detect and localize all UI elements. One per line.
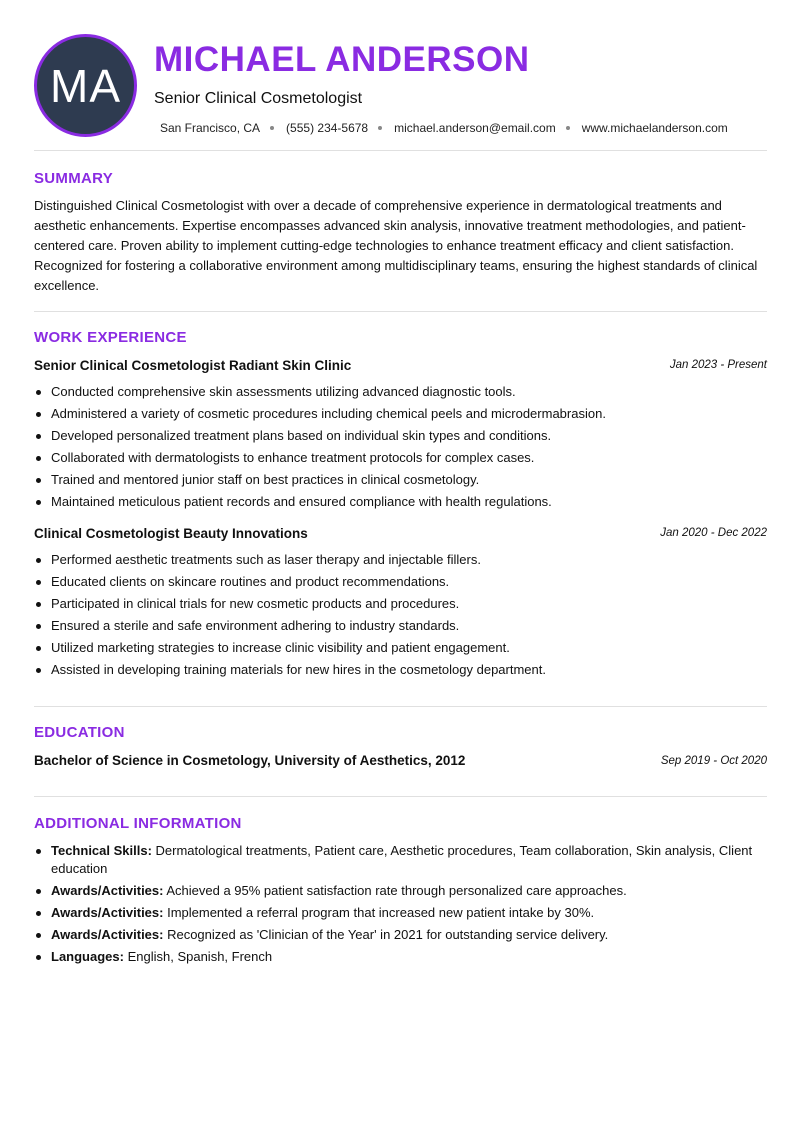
job-dates: Jan 2020 - Dec 2022 [660,527,767,539]
job-title: Senior Clinical Cosmetologist Radiant Skin Clinic [34,358,352,373]
info-label: Awards/Activities: [51,905,164,920]
list-item: Ensured a sterile and safe environment adhering to industry standards. [34,618,769,634]
list-item: Developed personalized treatment plans based on individual skin types and conditions. [34,428,769,444]
list-item: Conducted comprehensive skin assessments utilizing advanced diagnostic tools. [34,384,769,400]
avatar-initials: MA [50,59,121,112]
candidate-name: MICHAEL ANDERSON [154,40,530,79]
info-text: Achieved a 95% patient satisfaction rate through personalized care approaches. [163,883,627,898]
list-item: Collaborated with dermatologists to enhance treatment protocols for complex cases. [34,450,769,466]
list-item: Utilized marketing strategies to increase clinic visibility and patient engagement. [34,640,769,656]
info-text: Dermatological treatments, Patient care, Aesthetic procedures, Team collaboration, Skin analysis, Client education [51,843,753,876]
divider [34,706,767,707]
work-experience-heading: WORK EXPERIENCE [34,329,187,346]
summary-heading: SUMMARY [34,170,114,187]
divider [34,796,767,797]
job-header [34,526,767,544]
job-bullets [34,384,769,516]
list-item [34,882,769,900]
info-label: Technical Skills: [51,843,152,858]
list-item: Educated clients on skincare routines and product recommendations. [34,574,769,590]
divider [34,311,767,312]
job-title: Clinical Cosmetologist Beauty Innovations [34,526,308,541]
separator-dot-icon [566,126,570,130]
list-item: Performed aesthetic treatments such as laser therapy and injectable fillers. [34,552,769,568]
job-dates: Jan 2023 - Present [669,359,767,371]
additional-info-list [34,842,769,970]
contact-location: San Francisco, CA [160,121,261,135]
list-item [34,904,769,922]
separator-dot-icon [378,126,382,130]
separator-dot-icon [270,126,274,130]
info-text: Recognized as 'Clinician of the Year' in 2021 for outstanding service delivery. [163,927,609,942]
candidate-role: Senior Clinical Cosmetologist [154,90,363,107]
list-item [34,926,769,944]
list-item: Participated in clinical trials for new cosmetic products and procedures. [34,596,769,612]
list-item: Trained and mentored junior staff on best practices in clinical cosmetology. [34,472,769,488]
info-label: Languages: [51,949,124,964]
contact-email[interactable]: michael.anderson@email.com [394,121,556,135]
info-label: Awards/Activities: [51,927,164,942]
list-item [34,842,769,878]
info-text: English, Spanish, French [123,949,273,964]
list-item [34,948,769,966]
resume-header [34,34,767,138]
info-label: Awards/Activities: [51,883,164,898]
summary-text: Distinguished Clinical Cosmetologist with over a decade of comprehensive experience in dermatological treatments and aesthetic enhancements. Expertise encompasses advanced skin analysis, innovative treatment methodologies, and patient-centered care. Proven ability to implement cutting-edge technologies to enhance treatment efficacy and client satisfaction. Recognized for fostering a collaborative environment among multidisciplinary teams, ensuring the highest standards of clinical excellence. [34,198,758,293]
list-item: Administered a variety of cosmetic procedures including chemical peels and microdermabrasion. [34,406,769,422]
contact-phone: (555) 234-5678 [286,121,369,135]
info-text: Implemented a referral program that increased new patient intake by 30%. [163,905,595,920]
education-dates: Sep 2019 - Oct 2020 [660,755,767,767]
list-item: Assisted in developing training materials for new hires in the cosmetology department. [34,662,769,678]
job-header [34,358,767,376]
list-item: Maintained meticulous patient records and ensured compliance with health regulations. [34,494,769,510]
job-bullets [34,552,769,684]
additional-info-heading: ADDITIONAL INFORMATION [34,815,242,832]
divider [34,150,767,151]
education-heading: EDUCATION [34,724,125,741]
contact-line [160,121,728,135]
avatar [34,34,137,137]
contact-website[interactable]: www.michaelanderson.com [581,121,728,135]
education-degree: Bachelor of Science in Cosmetology, University of Aesthetics, 2012 [34,753,466,768]
